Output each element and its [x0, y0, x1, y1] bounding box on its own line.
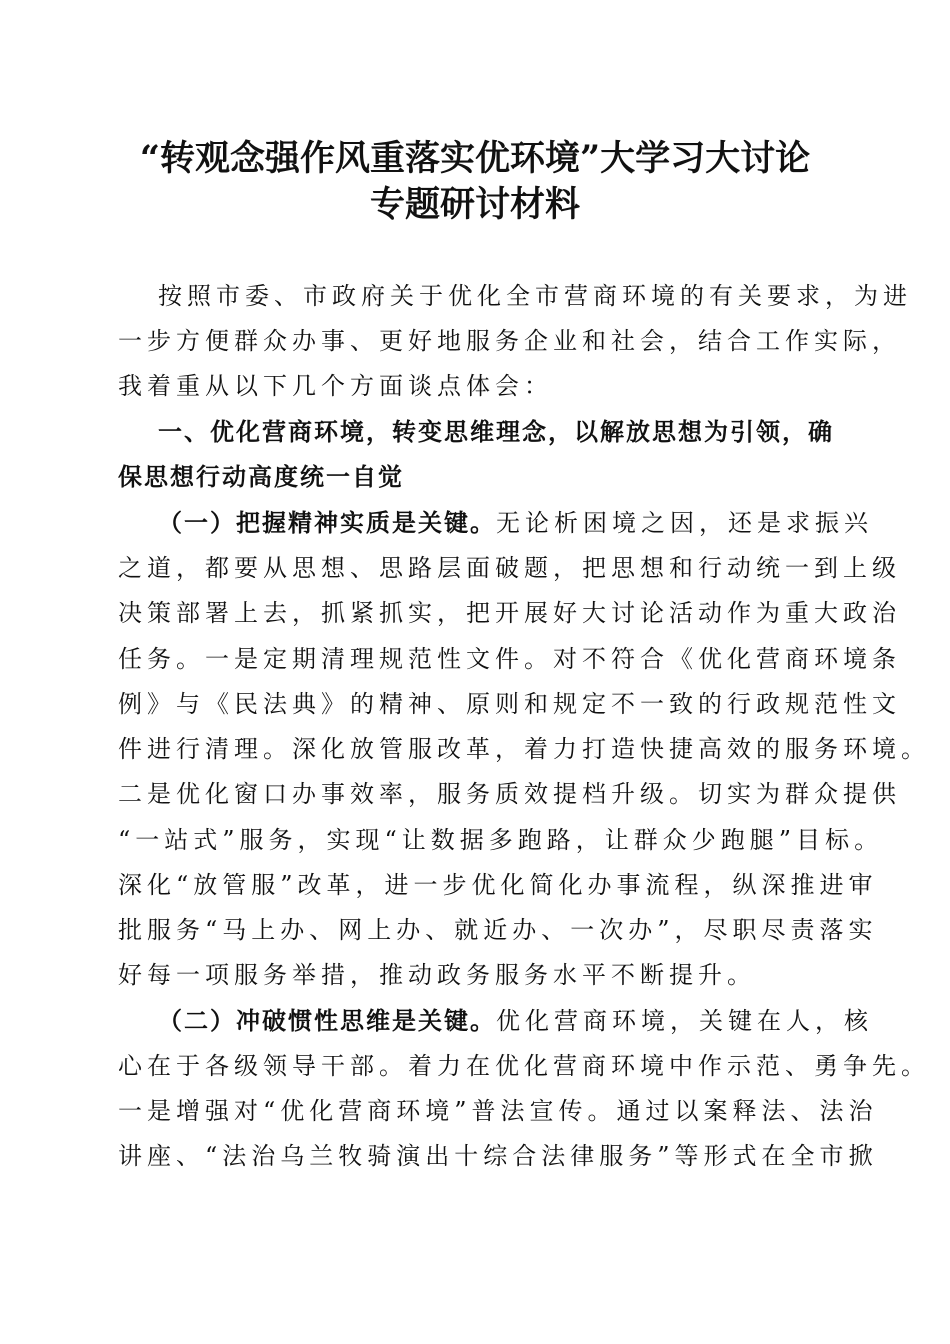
subsection-1-line: 批服务“马上办、网上办、就近办、一次办”，尽职尽责落实 [118, 916, 878, 944]
intro-line-3: 我着重从以下几个方面谈点体会： [118, 372, 553, 400]
section-heading-line-1: 一、优化营商环境，转变思维理念，以解放思想为引领，确 [158, 418, 834, 446]
subsection-1-line: “一站式”服务，实现“让数据多跑路，让群众少跑腿”目标。 [118, 826, 884, 854]
document-title-line-2: 专题研讨材料 [369, 184, 580, 225]
subsection-2-line: 心在于各级领导干部。着力在优化营商环境中作示范、勇争先。 [118, 1052, 930, 1080]
intro-line-2: 一步方便群众办事、更好地服务企业和社会，结合工作实际， [118, 327, 901, 355]
subsection-2-lead: （二）冲破惯性思维是关键。 [158, 1007, 496, 1035]
subsection-1-line: 之道，都要从思想、思路层面破题，把思想和行动统一到上级 [118, 554, 901, 582]
subsection-2-line: 讲座、“法治乌兰牧骑演出十综合法律服务”等形式在全市掀 [118, 1142, 878, 1170]
subsection-1-line: 二是优化窗口办事效率，服务质效提档升级。切实为群众提供 [118, 780, 901, 808]
subsection-1-line: 好每一项服务举措，推动政务服务水平不断提升。 [118, 961, 756, 989]
subsection-1-line: 深化“放管服”改革，进一步优化简化办事流程，纵深推进审 [118, 871, 878, 899]
subsection-2-first-line [158, 1004, 873, 1038]
intro-line-1: 按照市委、市政府关于优化全市营商环境的有关要求，为进 [158, 282, 912, 310]
subsection-1-lead: （一）把握精神实质是关键。 [158, 509, 496, 537]
document-title-line-1: “转观念强作风重落实优环境”大学习大讨论 [139, 138, 811, 179]
subsection-1-first-line [158, 506, 873, 540]
subsection-2-line: 一是增强对“优化营商环境”普法宣传。通过以案释法、法治 [118, 1097, 878, 1125]
subsection-1-first-rest: 无论析困境之因，还是求振兴 [496, 509, 873, 537]
subsection-1-line: 任务。一是定期清理规范性文件。对不符合《优化营商环境条 [118, 645, 901, 673]
section-heading-line-2: 保思想行动高度统一自觉 [118, 463, 404, 491]
subsection-1-line: 决策部署上去，抓紧抓实，把开展好大讨论活动作为重大政治 [118, 599, 901, 627]
subsection-1-line: 例》与《民法典》的精神、原则和规定不一致的行政规范性文 [118, 690, 901, 718]
subsection-1-line: 件进行清理。深化放管服改革，着力打造快捷高效的服务环境。 [118, 735, 930, 763]
subsection-2-first-rest: 优化营商环境，关键在人，核 [496, 1007, 873, 1035]
